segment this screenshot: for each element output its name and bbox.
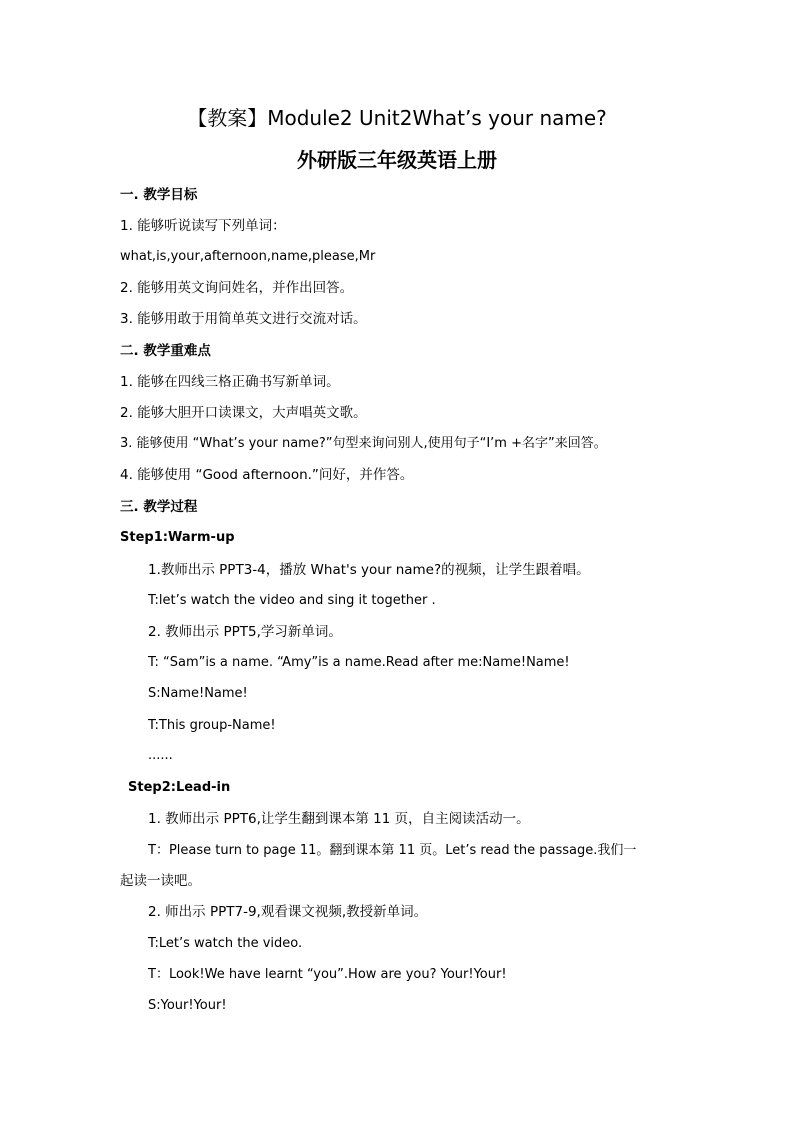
key-point-item: 4. 能够使用 “Good afternoon.”问好，并作答。: [120, 467, 414, 483]
step1-line: T:let’s watch the video and sing it together .: [148, 593, 436, 608]
step1-line: ......: [148, 748, 173, 763]
step2-line: S:Your!Your!: [148, 998, 227, 1013]
key-point-item: 3. 能够使用 “What’s your name?”句型来询问别人,使用句子“I’m +名字”来回答。: [120, 436, 607, 451]
step1-line: 2. 教师出示 PPT5,学习新单词。: [148, 624, 342, 640]
step1-line: S:Name!Name!: [148, 686, 248, 701]
objective-item: 1. 能够听说读写下列单词：: [120, 218, 286, 234]
document-subtitle: 外研版三年级英语上册: [297, 148, 497, 172]
section-heading-key-points: 二. 教学重难点: [120, 343, 211, 359]
step2-line: T:Let’s watch the video.: [148, 936, 303, 951]
step2-line: 2. 师出示 PPT7-9,观看课文视频,教授新单词。: [148, 904, 428, 920]
step1-line: 1.教师出示 PPT3-4，播放 What's your name?的视频，让学生跟着唱。: [148, 562, 590, 578]
step1-line: T: “Sam”is a name. “Amy”is a name.Read after me:Name!Name!: [148, 655, 570, 670]
step2-line: 1. 教师出示 PPT6,让学生翻到课本第 11 页，自主阅读活动一。: [148, 811, 530, 827]
step1-title: Step1:Warm-up: [120, 530, 235, 545]
objective-item: 2. 能够用英文询问姓名，并作出回答。: [120, 280, 354, 296]
key-point-item: 2. 能够大胆开口读课文，大声唱英文歌。: [120, 405, 367, 421]
section-heading-objectives: 一. 教学目标: [120, 187, 198, 203]
step2-line: T：Please turn to page 11。翻到课本第 11 页。Let’s read the passage.我们一: [148, 843, 637, 858]
step2-title: Step2:Lead-in: [128, 780, 231, 795]
step1-line: T:This group-Name!: [148, 718, 276, 733]
key-point-item: 1. 能够在四线三格正确书写新单词。: [120, 374, 340, 390]
document-title: 【教案】Module2 Unit2What’s your name?: [187, 106, 607, 130]
section-heading-process: 三. 教学过程: [120, 499, 198, 515]
step2-line: 起读一读吧。: [120, 873, 201, 889]
objective-item: 3. 能够用敢于用简单英文进行交流对话。: [120, 311, 367, 327]
step2-line: T：Look!We have learnt “you”.How are you? Your!Your!: [148, 967, 507, 982]
objective-item: what,is,your,afternoon,name,please,Mr: [120, 249, 376, 264]
